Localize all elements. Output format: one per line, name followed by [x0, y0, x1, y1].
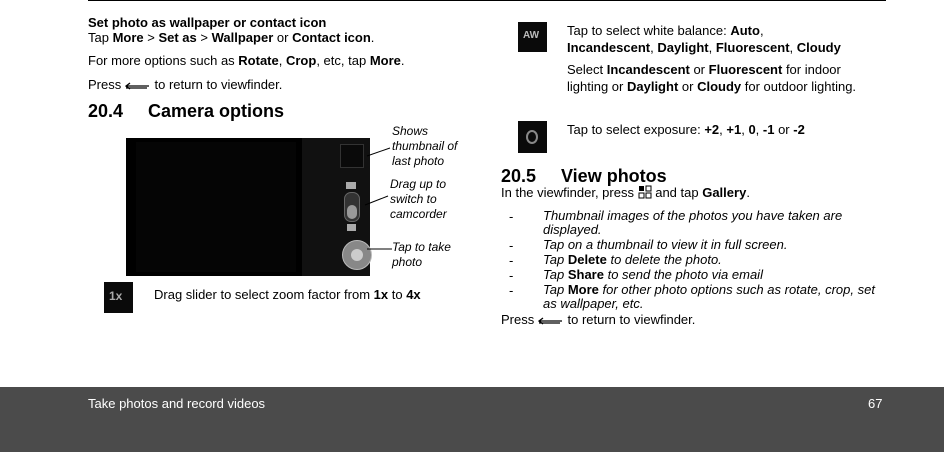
white-balance-instruction: Tap to select white balance: Auto, Incandescent, Daylight, Fluorescent, Cloudy [567, 23, 841, 55]
camcorder-icon [346, 182, 356, 189]
bullet-more: Tap More for other photo options such as rotate, crop, set as wallpaper, etc. [543, 282, 875, 311]
press-back-line: Press to return to viewfinder. [88, 77, 283, 92]
menu-grid-icon [638, 185, 652, 199]
back-arrow-icon [125, 81, 151, 91]
section-20-4-title: Camera options [148, 101, 285, 121]
exposure-instruction: Tap to select exposure: +2, +1, 0, -1 or -2 [567, 122, 805, 137]
section-20-5-title: View photos [561, 166, 667, 186]
white-balance-detail: Select Incandescent or Fluorescent for indoor lighting or Daylight or Cloudy for outdoor lighting. [567, 62, 857, 94]
top-rule [88, 0, 886, 1]
bullet-dash: - [509, 253, 514, 268]
page-number: 67 [868, 396, 883, 411]
bullet-full-screen: Tap on a thumbnail to view it in full screen. [543, 237, 788, 252]
zoom-instruction: Drag slider to select zoom factor from 1x to 4x [154, 287, 421, 302]
section-20-4-number: 20.4 [88, 101, 124, 121]
wallpaper-instruction: Tap More > Set as > Wallpaper or Contact icon. [88, 30, 375, 45]
section-20-5-number: 20.5 [501, 166, 537, 186]
bullet-dash: - [509, 238, 514, 253]
zoom-icon: 1x [104, 282, 133, 313]
take-photo-callout: Tap to take photo [392, 240, 451, 269]
back-arrow-icon [538, 316, 564, 326]
camcorder-callout: Drag up to switch to camcorder [390, 177, 447, 221]
chapter-title: Take photos and record videos [88, 396, 266, 411]
bullet-share: Tap Share to send the photo via email [543, 267, 763, 282]
camera-mode-icon [347, 224, 356, 231]
thumbnail-callout: Shows thumbnail of last photo [392, 124, 458, 168]
viewfinder-area [136, 142, 296, 272]
mode-switch-slider[interactable] [344, 192, 360, 222]
bullet-thumbnails: Thumbnail images of the photos you have taken are displayed. [543, 208, 843, 237]
page-footer [0, 387, 944, 452]
camera-viewfinder-screenshot [126, 138, 370, 276]
wallpaper-heading: Set photo as wallpaper or contact icon [88, 15, 327, 30]
bullet-dash: - [509, 283, 514, 298]
options-instruction: For more options such as Rotate, Crop, etc, tap More. [88, 53, 405, 68]
exposure-icon [518, 121, 547, 153]
view-photos-intro: In the viewfinder, press and tap Gallery. [501, 185, 750, 200]
bullet-dash: - [509, 209, 514, 224]
press-back-line-right: Press to return to viewfinder. [501, 312, 696, 327]
bullet-delete: Tap Delete to delete the photo. [543, 252, 722, 267]
bullet-dash: - [509, 268, 514, 283]
white-balance-icon: AW [518, 22, 547, 52]
